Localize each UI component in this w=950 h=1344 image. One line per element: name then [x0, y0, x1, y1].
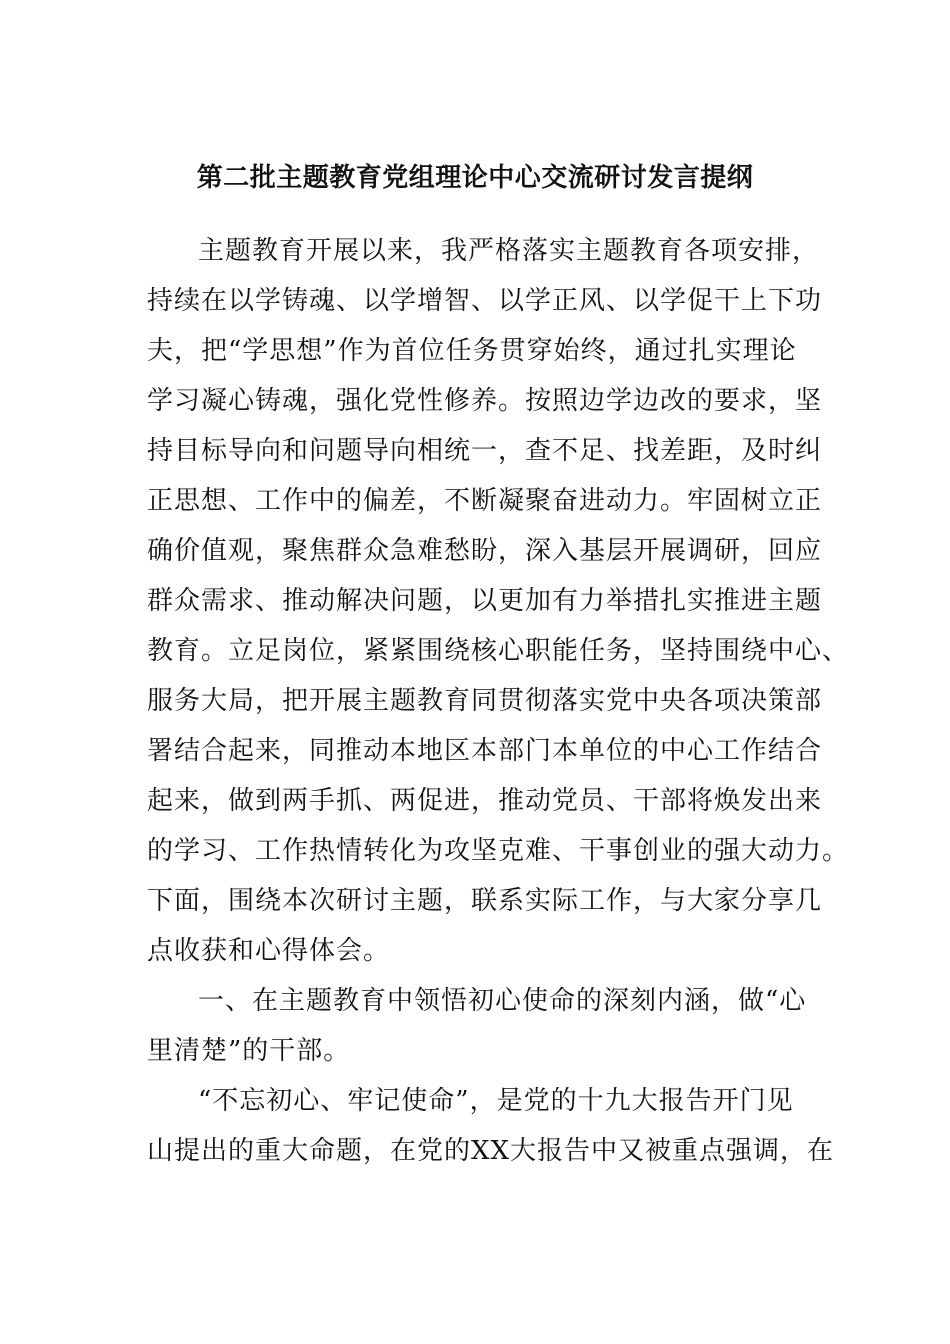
body-line: 持续在以学铸魂、以学增智、以学正风、以学促干上下功	[147, 286, 823, 316]
document-title: 第二批主题教育党组理论中心交流研讨发言提纲	[196, 163, 754, 193]
body-line: 夫，把“学思想”作为首位任务贯穿始终，通过扎实理论	[147, 336, 797, 366]
body-line: 点收获和心得体会。	[147, 936, 391, 966]
section-heading-line: 里清楚”的干部。	[147, 1036, 351, 1066]
body-line: 群众需求、推动解决问题，以更加有力举措扎实推进主题	[147, 586, 823, 616]
body-line: 署结合起来，同推动本地区本部门本单位的中心工作结合	[147, 736, 823, 766]
body-line: 主题教育开展以来，我严格落实主题教育各项安排，	[198, 236, 820, 266]
body-line: 山提出的重大命题，在党的XX大报告中又被重点强调，在	[147, 1136, 835, 1166]
body-line: 的学习、工作热情转化为攻坚克难、干事创业的强大动力。	[147, 836, 850, 866]
body-line: 起来，做到两手抓、两促进，推动党员、干部将焕发出来	[147, 786, 823, 816]
section-heading-line: 一、在主题教育中领悟初心使命的深刻内涵，做“心	[198, 986, 807, 1016]
body-line: 持目标导向和问题导向相统一，查不足、找差距，及时纠	[147, 436, 823, 466]
body-line: 下面，围绕本次研讨主题，联系实际工作，与大家分享几	[147, 886, 823, 916]
body-line: 正思想、工作中的偏差，不断凝聚奋进动力。牢固树立正	[147, 486, 823, 516]
body-line: 确价值观，聚焦群众急难愁盼，深入基层开展调研，回应	[147, 536, 823, 566]
body-line: “不忘初心、牢记使命”，是党的十九大报告开门见	[198, 1086, 794, 1116]
body-line: 学习凝心铸魂，强化党性修养。按照边学边改的要求，坚	[147, 386, 823, 416]
body-line: 服务大局，把开展主题教育同贯彻落实党中央各项决策部	[147, 686, 823, 716]
body-line: 教育。立足岗位，紧紧围绕核心职能任务，坚持围绕中心、	[147, 636, 850, 666]
